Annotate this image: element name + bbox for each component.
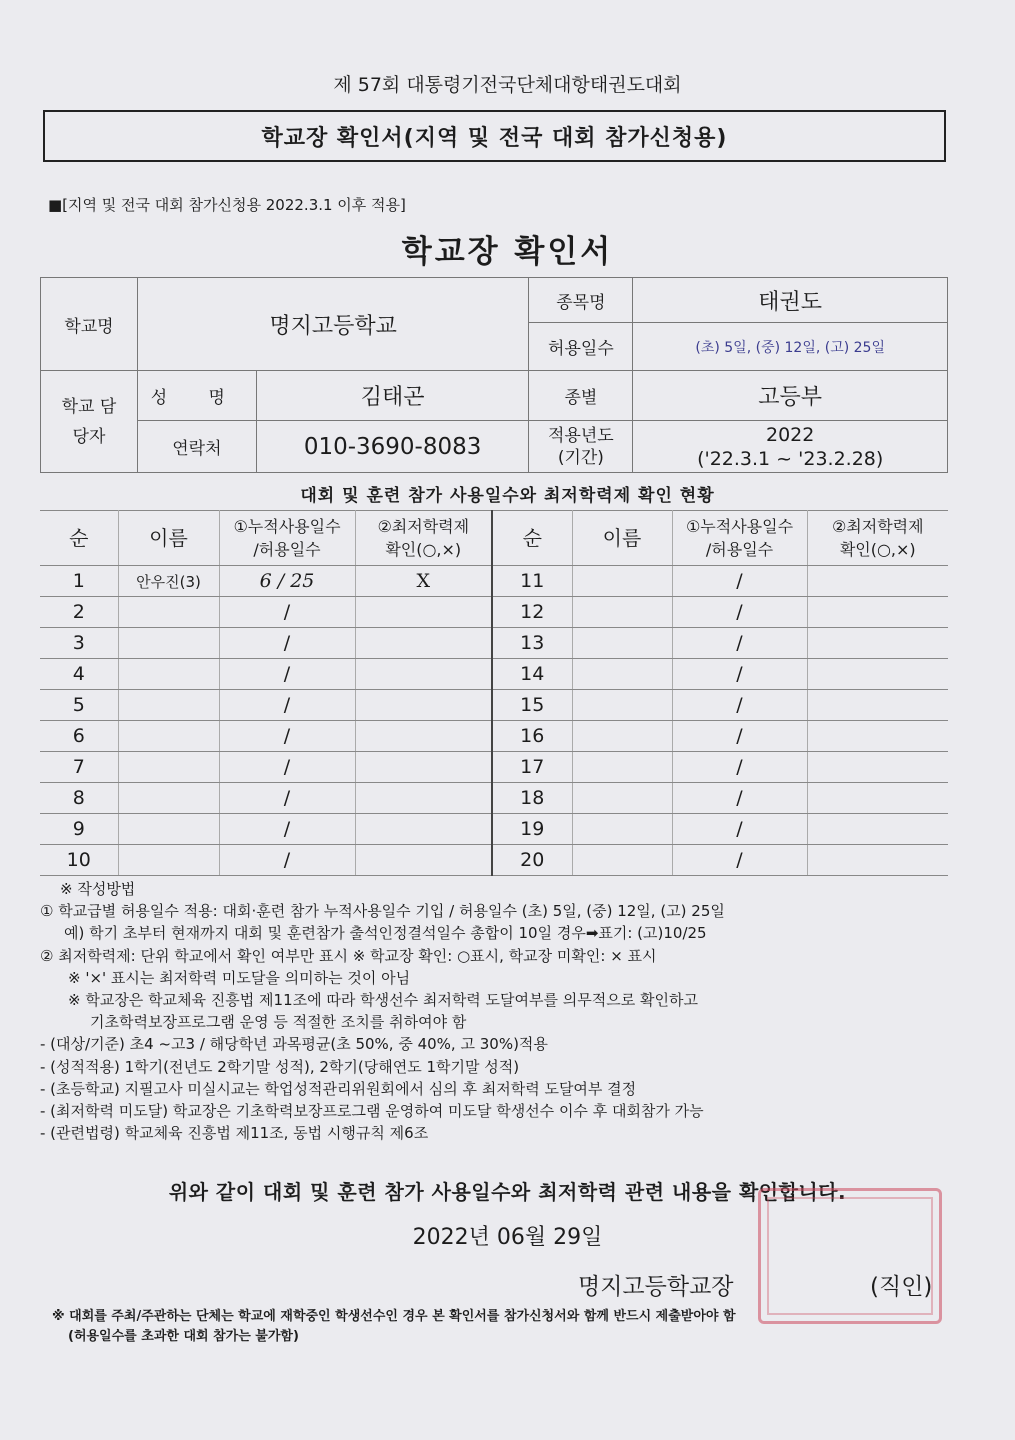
name-label: 성 명 [137, 371, 256, 421]
student-name [572, 721, 672, 752]
table-row [40, 814, 948, 845]
used-days: / [219, 721, 355, 752]
student-name [118, 721, 219, 752]
note-line: ※ '×' 표시는 최저학력 미도달을 의미하는 것이 아님 [68, 968, 411, 987]
student-name [118, 752, 219, 783]
row-number: 18 [492, 783, 572, 814]
min-grade-check [807, 845, 948, 876]
student-name [118, 690, 219, 721]
used-days: / [672, 814, 807, 845]
row-number: 7 [40, 752, 118, 783]
used-days: / [672, 628, 807, 659]
school-name: 명지고등학교 [137, 278, 528, 371]
min-grade-check [355, 628, 492, 659]
table-row [40, 659, 948, 690]
row-number: 17 [492, 752, 572, 783]
min-grade-check [807, 566, 948, 597]
used-days: / [219, 690, 355, 721]
student-name [572, 814, 672, 845]
table-row [40, 845, 948, 876]
allow-value: (초) 5일, (중) 12일, (고) 25일 [633, 323, 948, 371]
student-name [572, 783, 672, 814]
min-grade-check [807, 752, 948, 783]
student-name [572, 566, 672, 597]
note-line: 예) 학기 초부터 현재까지 대회 및 훈련참가 출석인정결석일수 총합이 10일 경우➡표기: (고)10/25 [64, 924, 707, 943]
header-min: ②최저학력제 확인(○,×) [807, 511, 948, 566]
row-number: 14 [492, 659, 572, 690]
note-line: - (대상/기준) 초4 ~고3 / 해당학년 과목평균(초 50%, 중 40%, 고 30%)적용 [40, 1035, 548, 1054]
min-grade-check [807, 659, 948, 690]
row-number: 10 [40, 845, 118, 876]
row-number: 4 [40, 659, 118, 690]
used-days: / [672, 566, 807, 597]
header-min: ②최저학력제 확인(○,×) [355, 511, 492, 566]
min-grade-check [355, 597, 492, 628]
year-cell [633, 421, 948, 473]
used-days: / [672, 659, 807, 690]
row-number: 9 [40, 814, 118, 845]
table-row [40, 690, 948, 721]
event-label: 종목명 [529, 278, 633, 323]
category-label: 종별 [529, 371, 633, 421]
school-label: 학교명 [41, 278, 138, 371]
student-name: 안우진(3) [118, 566, 219, 597]
student-name [572, 845, 672, 876]
row-number: 1 [40, 566, 118, 597]
table-row [40, 783, 948, 814]
used-days: / [672, 783, 807, 814]
note-line: - (초등학교) 지필고사 미실시교는 학업성적관리위원회에서 심의 후 최저학력 도달여부 결정 [40, 1079, 637, 1098]
apply-note: ■[지역 및 전국 대회 참가신청용 2022.3.1 이후 적용] [48, 196, 406, 214]
student-name [118, 814, 219, 845]
signer-name: 명지고등학교장 [578, 1274, 734, 1300]
year-value: 2022 [766, 423, 815, 446]
status-title: 대회 및 훈련 참가 사용일수와 최저학력제 확인 현황 [300, 486, 715, 506]
min-grade-check [355, 752, 492, 783]
student-name [118, 659, 219, 690]
student-name [118, 628, 219, 659]
manager-label: 학교 담당자 [41, 371, 138, 473]
used-days: / [672, 690, 807, 721]
row-number: 3 [40, 628, 118, 659]
min-grade-check [807, 814, 948, 845]
status-table [40, 510, 948, 876]
name-value: 김태곤 [256, 371, 529, 421]
note-line: ② 최저학력제: 단위 학교에서 확인 여부만 표시 ※ 학교장 확인: ○표시, 학교장 미확인: × 표시 [40, 946, 657, 965]
header-no: 순 [492, 511, 572, 566]
used-days: / [219, 845, 355, 876]
official-seal [758, 1188, 942, 1324]
table-row [40, 566, 948, 597]
used-days: / [219, 659, 355, 690]
table-row [40, 597, 948, 628]
row-number: 11 [492, 566, 572, 597]
row-number: 19 [492, 814, 572, 845]
student-name [118, 845, 219, 876]
note-line: - (성적적용) 1학기(전년도 2학기말 성적), 2학기(당해연도 1학기말 성적) [40, 1057, 520, 1076]
row-number: 12 [492, 597, 572, 628]
table-row [40, 752, 948, 783]
min-grade-check [807, 721, 948, 752]
header-no: 순 [40, 511, 118, 566]
row-number: 6 [40, 721, 118, 752]
row-number: 8 [40, 783, 118, 814]
note-line: ① 학교급별 허용일수 적용: 대회·훈련 참가 누적사용일수 기입 / 허용일수 (초) 5일, (중) 12일, (고) 25일 [40, 902, 725, 921]
student-name [572, 690, 672, 721]
min-grade-check [355, 845, 492, 876]
contact-label: 연락처 [137, 421, 256, 473]
header-used: ①누적사용일수 /허용일수 [219, 511, 355, 566]
used-days: / [219, 783, 355, 814]
notes-heading: ※ 작성방법 [60, 880, 136, 898]
seal-label: (직인) [870, 1274, 933, 1300]
min-grade-check [807, 597, 948, 628]
student-name [572, 628, 672, 659]
student-name [572, 752, 672, 783]
header-used: ①누적사용일수 /허용일수 [672, 511, 807, 566]
min-grade-check [355, 659, 492, 690]
min-grade-check [355, 690, 492, 721]
used-days: 6 / 25 [219, 566, 355, 597]
student-name [572, 597, 672, 628]
student-name [572, 659, 672, 690]
footer-line: (허용일수를 초과한 대회 참가는 불가함) [68, 1329, 299, 1344]
date-text: 2022년 06월 29일 [412, 1225, 603, 1250]
footer-line: ※ 대회를 주최/주관하는 단체는 학교에 재학중인 학생선수인 경우 본 확인서를 참가신청서와 함께 반드시 제출받아야 함 [52, 1309, 736, 1324]
student-name [118, 597, 219, 628]
footer-note [52, 1307, 736, 1347]
table-row [40, 721, 948, 752]
row-number: 15 [492, 690, 572, 721]
min-grade-check [355, 814, 492, 845]
header-name: 이름 [572, 511, 672, 566]
document-title-box: 학교장 확인서(지역 및 전국 대회 참가신청용) [43, 110, 946, 162]
row-number: 13 [492, 628, 572, 659]
instructions [40, 878, 970, 1144]
used-days: / [672, 752, 807, 783]
school-info-table [40, 277, 948, 473]
competition-title: 제 57회 대통령기전국단체대항태권도대회 [333, 74, 682, 96]
min-grade-check [807, 690, 948, 721]
used-days: / [672, 845, 807, 876]
used-days: / [219, 814, 355, 845]
allow-label: 허용일수 [529, 323, 633, 371]
min-grade-check [807, 628, 948, 659]
student-name [118, 783, 219, 814]
note-line: - (최저학력 미도달) 학교장은 기초학력보장프로그램 운영하여 미도달 학생선수 이수 후 대회참가 가능 [40, 1102, 704, 1121]
row-number: 5 [40, 690, 118, 721]
table-row [40, 628, 948, 659]
note-line: 기초학력보장프로그램 운영 등 적절한 조치를 취하여야 함 [90, 1013, 467, 1032]
used-days: / [219, 597, 355, 628]
row-number: 16 [492, 721, 572, 752]
used-days: / [672, 597, 807, 628]
confirmation-text: 위와 같이 대회 및 훈련 참가 사용일수와 최저학력 관련 내용을 확인합니다. [168, 1180, 847, 1204]
min-grade-check: X [355, 566, 492, 597]
note-line: ※ 학교장은 학교체육 진흥법 제11조에 따라 학생선수 최저학력 도달여부를 의무적으로 확인하고 [68, 991, 698, 1010]
row-number: 20 [492, 845, 572, 876]
header-name: 이름 [118, 511, 219, 566]
contact-value: 010-3690-8083 [256, 421, 529, 473]
row-number: 2 [40, 597, 118, 628]
year-label: 적용년도 (기간) [529, 421, 633, 473]
min-grade-check [355, 783, 492, 814]
note-line: - (관련법령) 학교체육 진흥법 제11조, 동법 시행규칙 제6조 [40, 1124, 429, 1143]
used-days: / [219, 752, 355, 783]
main-title: 학교장 확인서 [401, 234, 614, 270]
min-grade-check [807, 783, 948, 814]
category-value: 고등부 [633, 371, 948, 421]
used-days: / [219, 628, 355, 659]
used-days: / [672, 721, 807, 752]
event-value: 태권도 [633, 278, 948, 323]
period-value: ('22.3.1 ~ '23.2.28) [697, 447, 884, 470]
min-grade-check [355, 721, 492, 752]
